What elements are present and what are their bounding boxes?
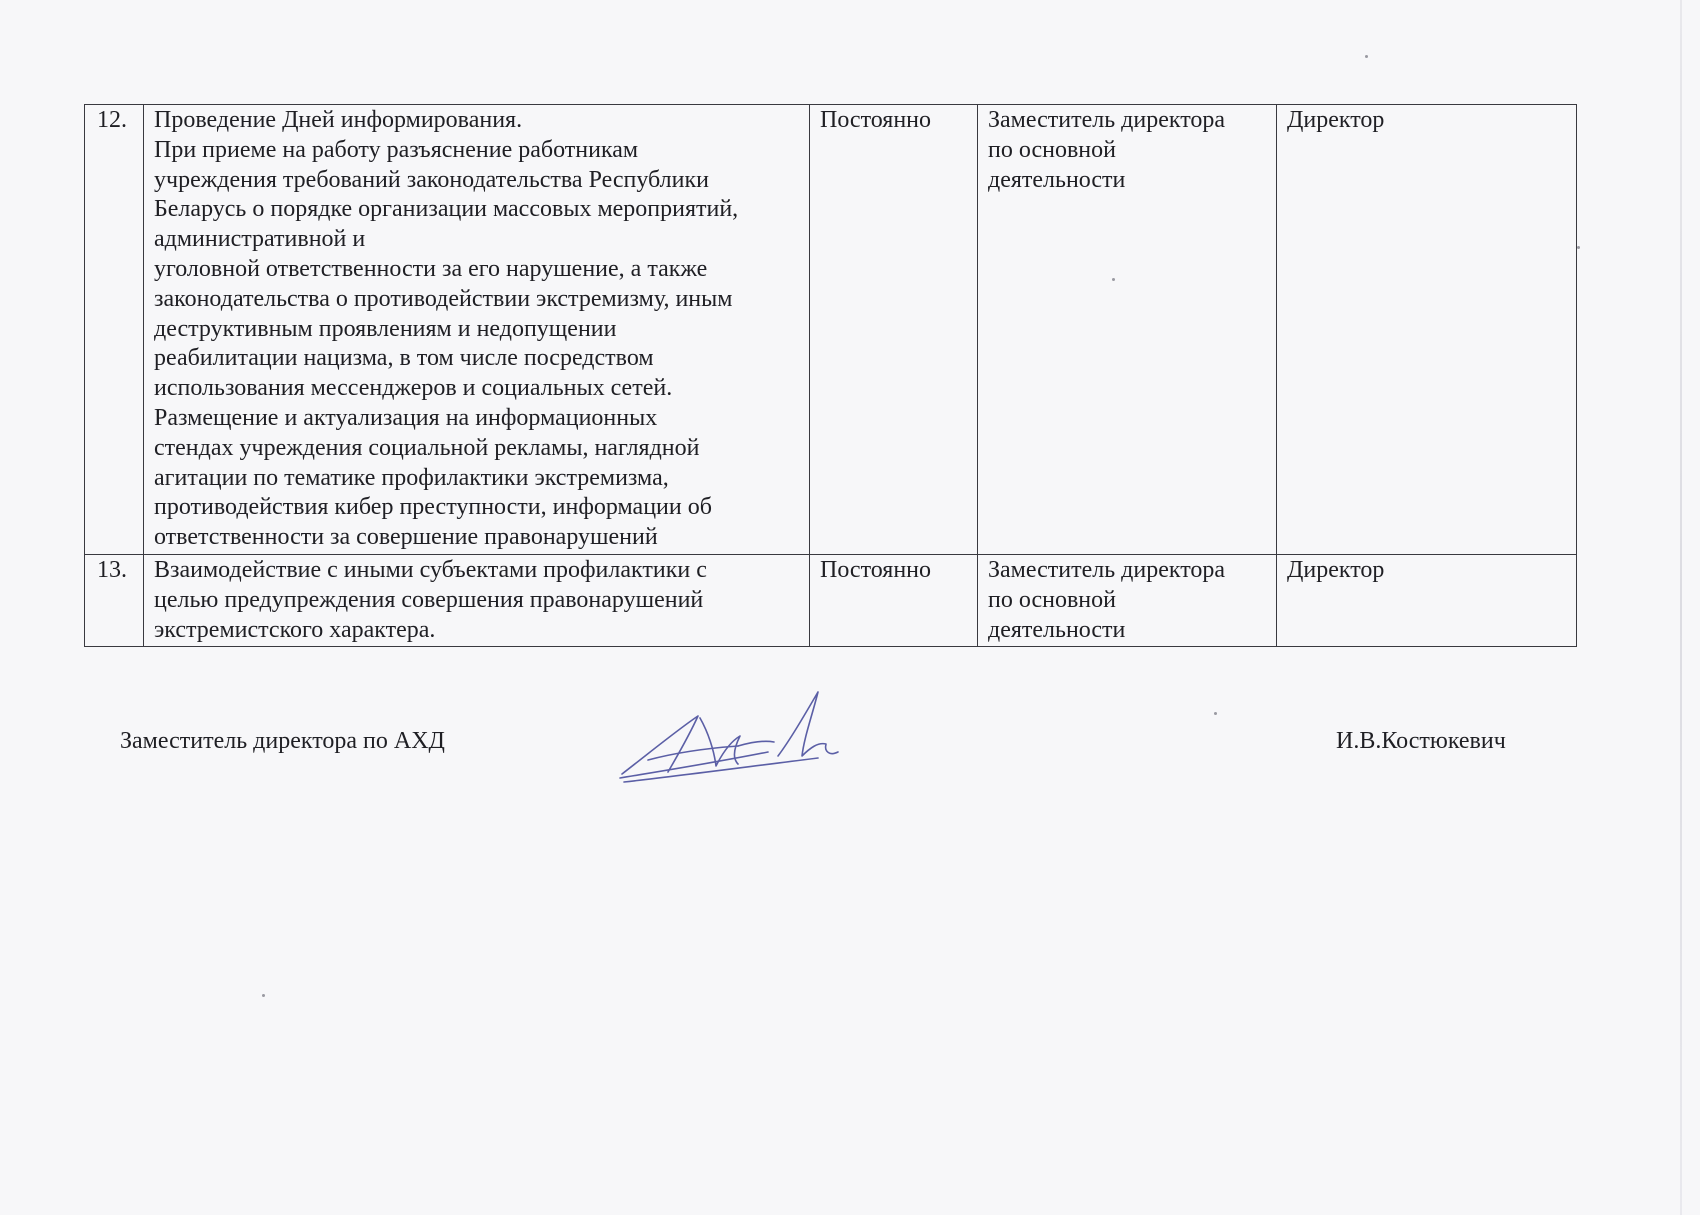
- activity-line: ответственности за совершение правонарушений: [154, 524, 658, 551]
- responsible-line: деятельности: [988, 616, 1126, 643]
- activity-line: административной и: [154, 226, 366, 253]
- signature-icon: [618, 686, 844, 790]
- activity-line: Проведение Дней информирования.: [154, 107, 523, 133]
- activity-line: законодательства о противодействии экстремизму, иным: [154, 285, 733, 312]
- activity-line: деструктивным проявлениям и недопущении: [154, 315, 617, 342]
- responsible-line: Заместитель директора: [988, 107, 1226, 133]
- scan-speck: [1365, 55, 1368, 58]
- row-number: 13.: [85, 555, 144, 647]
- table-row: [85, 105, 1577, 555]
- responsible-line: по основной: [988, 586, 1116, 613]
- responsible-line: Заместитель директора: [988, 557, 1226, 583]
- activity-cell: [144, 555, 810, 647]
- signer-position: Заместитель директора по АХД: [120, 728, 445, 754]
- scan-speck: [262, 994, 265, 997]
- scan-speck: [1112, 278, 1115, 281]
- signer-name: И.В.Костюкевич: [1336, 728, 1506, 754]
- controller-cell: Директор: [1277, 555, 1577, 647]
- page-edge: [1680, 0, 1682, 1215]
- activity-line: целью предупреждения совершения правонарушений: [154, 586, 704, 613]
- deadline-cell: Постоянно: [810, 555, 978, 647]
- responsible-cell: [978, 555, 1277, 647]
- activity-cell: [144, 105, 810, 555]
- activity-line: стендах учреждения социальной рекламы, наглядной: [154, 434, 700, 461]
- plan-table: [84, 104, 1577, 647]
- activity-line: Беларусь о порядке организации массовых мероприятий,: [154, 196, 739, 223]
- activity-line: использования мессенджеров и социальных сетей.: [154, 375, 673, 402]
- activity-line: учреждения требований законодательства Республики: [154, 166, 709, 193]
- activity-line: Размещение и актуализация на информационных: [154, 404, 658, 431]
- activity-line: агитации по тематике профилактики экстремизма,: [154, 464, 669, 491]
- activity-line: реабилитации нацизма, в том числе посредством: [154, 345, 654, 372]
- deadline-cell: Постоянно: [810, 105, 978, 555]
- activity-line: экстремистского характера.: [154, 616, 436, 643]
- responsible-line: деятельности: [988, 166, 1126, 193]
- scan-speck: [1577, 246, 1580, 249]
- row-number: 12.: [85, 105, 144, 555]
- table-row: [85, 555, 1577, 647]
- activity-line: При приеме на работу разъяснение работникам: [154, 136, 639, 163]
- activity-line: уголовной ответственности за его нарушение, а также: [154, 255, 708, 282]
- responsible-cell: [978, 105, 1277, 555]
- controller-cell: Директор: [1277, 105, 1577, 555]
- activity-line: противодействия кибер преступности, информации об: [154, 494, 712, 521]
- responsible-line: по основной: [988, 136, 1116, 163]
- scan-speck: [1214, 712, 1217, 715]
- activity-line: Взаимодействие с иными субъектами профилактики с: [154, 557, 707, 583]
